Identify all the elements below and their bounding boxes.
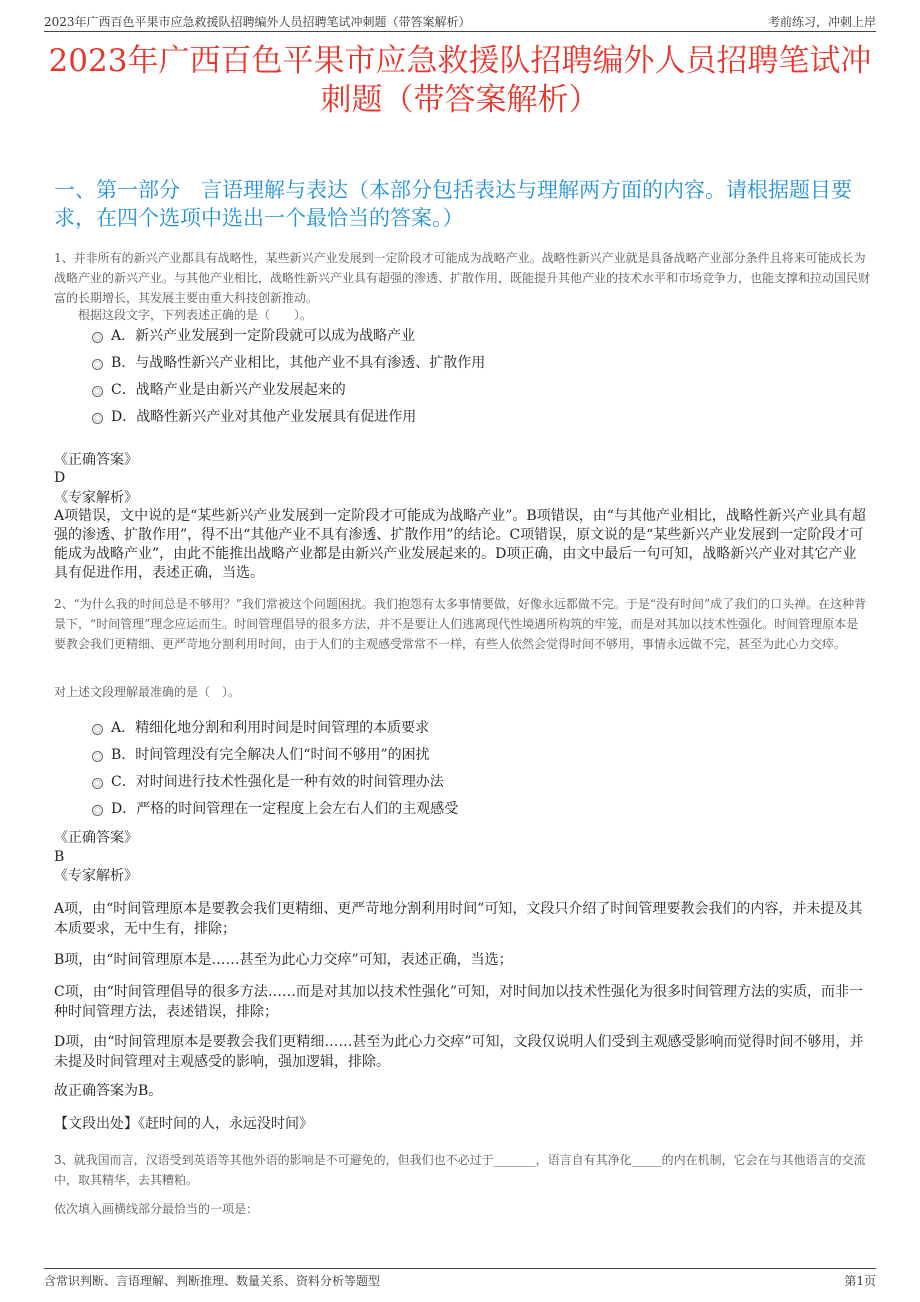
radio-icon[interactable] xyxy=(92,359,103,370)
analysis-label: 《专家解析》 xyxy=(54,868,138,884)
option-a[interactable] xyxy=(92,323,485,350)
radio-icon[interactable] xyxy=(92,386,103,397)
footer-topics: 含常识判断、言语理解、判断推理、数量关系、资料分析等题型 xyxy=(44,1274,381,1288)
question-2-stem: 2、“为什么我的时间总是不够用？”我们常被这个问题困扰。我们抱怨有太多事情要做，好像永远都做不完。于是“没有时间”成了我们的口头禅。在这种背景下，“时间管理”理念应运而生。时间管理倡导的很多方法，并不是要让人们逃离现代性境遇所构筑的牢笼，而是对其加以技术性强化。时间管理原本是要教会我们更精细、更严苛地分割利用时间，由于人们的主观感受常常不一样，有些人依然会觉得时间不够用，事情永远做不完，甚至为此心力交瘁。 xyxy=(54,597,867,651)
option-label: A．新兴产业发展到一定阶段就可以成为战略产业 xyxy=(111,328,416,344)
option-label: C．对时间进行技术性强化是一种有效的时间管理办法 xyxy=(111,774,444,790)
question-1-analysis: A项错误，文中说的是“某些新兴产业发展到一定阶段才可能成为战略产业”。B项错误，由“与其他产业相比，战略性新兴产业具有超强的渗透、扩散作用”，得不出“其他产业不具有渗透、扩散作用”的结论。C项错误，原文说的是“某些新兴产业发展到一定阶段才可能成为战略产业”，由此不能推出战略产业都是由新兴产业发展起来的。D项正确，由文中最后一句可知，战略新兴产业对其它产业具有促进作用，表述正确，当选。 xyxy=(54,508,866,581)
correct-answer: D xyxy=(54,470,66,486)
option-d[interactable] xyxy=(92,404,485,431)
radio-icon[interactable] xyxy=(92,724,103,735)
question-2-prompt: 对上述文段理解最准确的是（ ）。 xyxy=(54,685,241,699)
source-note: 【文段出处】《赶时间的人，永远没时间》 xyxy=(54,1116,313,1132)
option-b[interactable] xyxy=(92,742,458,769)
option-c[interactable] xyxy=(92,377,485,404)
option-label: C．战略产业是由新兴产业发展起来的 xyxy=(111,382,346,398)
page-title: 2023年广西百色平果市应急救援队招聘编外人员招聘笔试冲刺题（带答案解析） xyxy=(48,43,872,118)
option-d[interactable] xyxy=(92,796,458,823)
radio-icon[interactable] xyxy=(92,413,103,424)
analysis-label: 《专家解析》 xyxy=(54,490,138,506)
question-1-prompt: 根据这段文字，下列表述正确的是（ ）。 xyxy=(78,308,313,322)
analysis-paragraph-a: A项，由“时间管理原本是要教会我们更精细、更严苛地分割利用时间”可知，文段只介绍了时间管理要教会我们的内容，并未提及其本质要求，无中生有，排除； xyxy=(54,901,863,937)
page-footer xyxy=(44,1268,876,1291)
option-a[interactable] xyxy=(92,715,458,742)
radio-icon[interactable] xyxy=(92,751,103,762)
question-2-options xyxy=(92,715,458,823)
option-label: A．精细化地分割和利用时间是时间管理的本质要求 xyxy=(111,720,430,736)
header-slogan: 考前练习，冲刺上岸 xyxy=(767,15,876,29)
option-label: D．战略性新兴产业对其他产业发展具有促进作用 xyxy=(111,409,417,425)
question-1-stem: 1、并非所有的新兴产业都具有战略性，某些新兴产业发展到一定阶段才可能成为战略产业。战略性新兴产业就是具备战略产业部分条件且将来可能成长为战略产业的新兴产业。与其他产业相比，战略性新兴产业具有超强的渗透、扩散作用，既能提升其他产业的技术水平和市场竞争力，也能支撑和拉动国民财富的长期增长，其发展主要由重大科技创新推动。 xyxy=(54,251,871,305)
option-b[interactable] xyxy=(92,350,485,377)
analysis-paragraph-c: C项，由“时间管理倡导的很多方法……而是对其加以技术性强化”可知，对时间加以技术性强化为很多时间管理方法的实质，而非一种时间管理方法，表述错误，排除； xyxy=(54,984,864,1020)
analysis-conclusion: 故正确答案为B。 xyxy=(54,1083,163,1099)
analysis-paragraph-d: D项，由“时间管理原本是要教会我们更精细……甚至为此心力交瘁”可知，文段仅说明人们受到主观感受影响而觉得时间不够用，并未提及时间管理对主观感受的影响，强加逻辑，排除。 xyxy=(54,1034,864,1070)
question-3-prompt: 依次填入画横线部分最恰当的一项是： xyxy=(54,1202,259,1216)
option-label: D．严格的时间管理在一定程度上会左右人们的主观感受 xyxy=(111,801,459,817)
question-3-stem: 3、就我国而言，汉语受到英语等其他外语的影响是不可避免的，但我们也不必过于_______，语言自有其净化_____的内在机制，它会在与其他语言的交流中，取其精华，去其糟粕。 xyxy=(54,1153,866,1187)
option-label: B．时间管理没有完全解决人们“时间不够用”的困扰 xyxy=(111,747,430,763)
correct-answer: B xyxy=(54,849,65,865)
header-doc-title: 2023年广西百色平果市应急救援队招聘编外人员招聘笔试冲刺题（带答案解析） xyxy=(44,15,471,29)
analysis-paragraph-b: B项，由“时间管理原本是……甚至为此心力交瘁”可知，表述正确，当选； xyxy=(54,952,513,968)
answer-label: 《正确答案》 xyxy=(54,452,138,468)
answer-label: 《正确答案》 xyxy=(54,830,138,846)
page-header xyxy=(44,11,876,32)
question-1-options xyxy=(92,323,485,431)
radio-icon[interactable] xyxy=(92,332,103,343)
section-heading: 一、第一部分 言语理解与表达（本部分包括表达与理解两方面的内容。请根据题目要求，在四个选项中选出一个最恰当的答案。） xyxy=(54,178,852,230)
radio-icon[interactable] xyxy=(92,778,103,789)
option-label: B．与战略性新兴产业相比，其他产业不具有渗透、扩散作用 xyxy=(111,355,486,371)
radio-icon[interactable] xyxy=(92,805,103,816)
page-number: 第1页 xyxy=(844,1274,876,1288)
option-c[interactable] xyxy=(92,769,458,796)
